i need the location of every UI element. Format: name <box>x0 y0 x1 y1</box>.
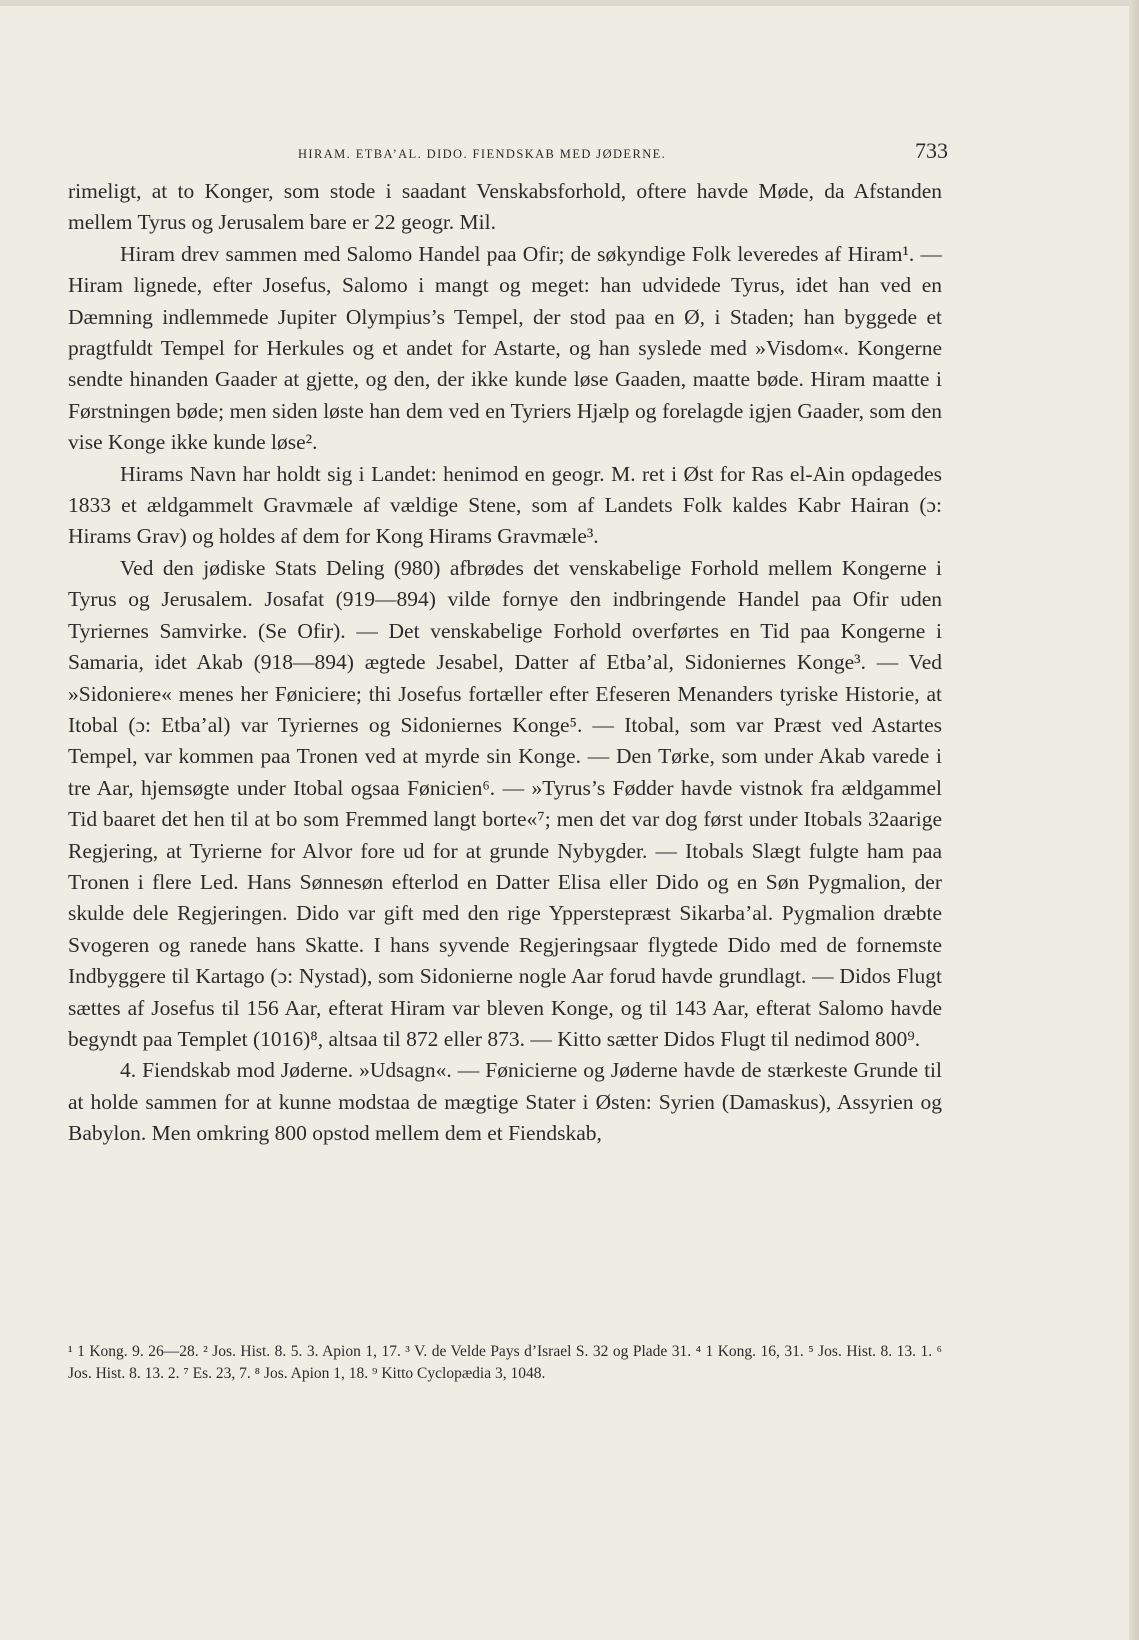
paragraph: 4. Fiendskab mod Jøderne. »Udsagn«. — Fønicierne og Jøderne havde de stærkeste Grunde til at holde sammen for at kunne modstaa de mægtige Stater i Østen: Syrien (Damaskus), Assyrien og Babylon. Men omkring 800 opstod mellem dem et Fiendskab, <box>68 1058 942 1146</box>
running-title: HIRAM. ETBA’AL. DIDO. FIENDSKAB MED JØDERNE. <box>298 147 667 161</box>
paragraph: Hiram drev sammen med Salomo Handel paa Ofir; de søkyndige Folk leveredes af Hiram¹. — Hiram lignede, efter Josefus, Salomo i mangt og meget: han udvidede Tyrus, idet han ved en Dæmning indlemmede Jupiter Olympius’s Tempel, der stod paa en Ø, i Staden; han byggede et pragtfuldt Tempel for Herkules og et andet for Astarte, og han syslede med »Visdom«. Kongerne sendte hinanden Gaader at gjette, og den, der ikke kunde løse Gaaden, maatte bøde. Hiram maatte i Førstningen bøde; men siden løste han dem ved en Tyriers Hjælp og forelagde igjen Gaader, som den vise Konge ikke kunde løse². <box>68 241 942 455</box>
paragraph: Ved den jødiske Stats Deling (980) afbrødes det venskabelige Forhold mellem Kongerne i Tyrus og Jerusalem. Josafat (919—894) vilde fornye den indbringende Handel paa Ofir uden Tyriernes Samvirke. (Se Ofir). — Det venskabelige Forhold overførtes en Tid paa Kongerne i Samaria, idet Akab (918—894) ægtede Jesabel, Datter af Etba’al, Sidoniernes Konge³. — Ved »Sidoniere« menes her Føniciere; thi Josefus fortæller efter Efeseren Menanders tyriske Historie, at Itobal (ɔ: Etba’al) var Tyriernes og Sidoniernes Konge⁵. — Itobal, som var Præst ved Astartes Tempel, var kommen paa Tronen ved at myrde sin Konge. — Den Tørke, som under Akab varede i tre Aar, hjemsøgte under Itobal ogsaa Fønicien⁶. — »Tyrus’s Fødder havde vistnok fra ældgammel Tid baaret det hen til at bo som Fremmed langt borte«⁷; men det var dog først under Itobals 32aarige Regjering, at Tyrierne for Alvor fore ud for at grunde Nybygder. — Itobals Slægt fulgte ham paa Tronen i flere Led. Hans Sønnesøn efterlod en Datter Elisa eller Dido og en Søn Pygmalion, der skulde dele Regjeringen. Dido var gift med den rige Ypperstepræst Sikarba’al. Pygmalion dræbte Svogeren og ranede hans Skatte. I hans syvende Regjeringsaar flygtede Dido med de fornemste Indbyggere til Kartago (ɔ: Nystad), som Sidonierne nogle Aar forud havde grundlagt. — Didos Flugt sættes af Josefus til 156 Aar, efterat Hiram var bleven Konge, og til 143 Aar, efterat Salomo havde begyndt paa Templet (1016)⁸, altsaa til 872 eller 873. — Kitto sætter Didos Flugt til nedimod 800⁹. <box>68 555 942 1051</box>
body-text <box>68 176 942 1150</box>
paragraph: rimeligt, at to Konger, som stode i saadant Venskabsforhold, oftere havde Møde, da Afstanden mellem Tyrus og Jerusalem bare er 22 geogr. Mil. <box>68 179 942 235</box>
footnote-text: ¹ 1 Kong. 9. 26—28. ² Jos. Hist. 8. 5. 3. Apion 1, 17. ³ V. de Velde Pays d’Israel S. 32 og Plade 31. ⁴ 1 Kong. 16, 31. ⁵ Jos. Hist. 8. 13. 1. ⁶ Jos. Hist. 8. 13. 2. ⁷ Es. 23, 7. ⁸ Jos. Apion 1, 18. ⁹ Kitto Cyclopædia 3, 1048. <box>68 1343 942 1382</box>
footnotes <box>68 1341 942 1385</box>
page-number: 733 <box>915 138 948 163</box>
running-head <box>68 138 948 164</box>
paragraph: Hirams Navn har holdt sig i Landet: henimod en geogr. M. ret i Øst for Ras el-Ain opdagedes 1833 et ældgammelt Gravmæle af vældige Stene, som af Landets Folk kaldes Kabr Hairan (ɔ: Hirams Grav) og holdes af dem for Kong Hirams Gravmæle³. <box>68 461 942 549</box>
